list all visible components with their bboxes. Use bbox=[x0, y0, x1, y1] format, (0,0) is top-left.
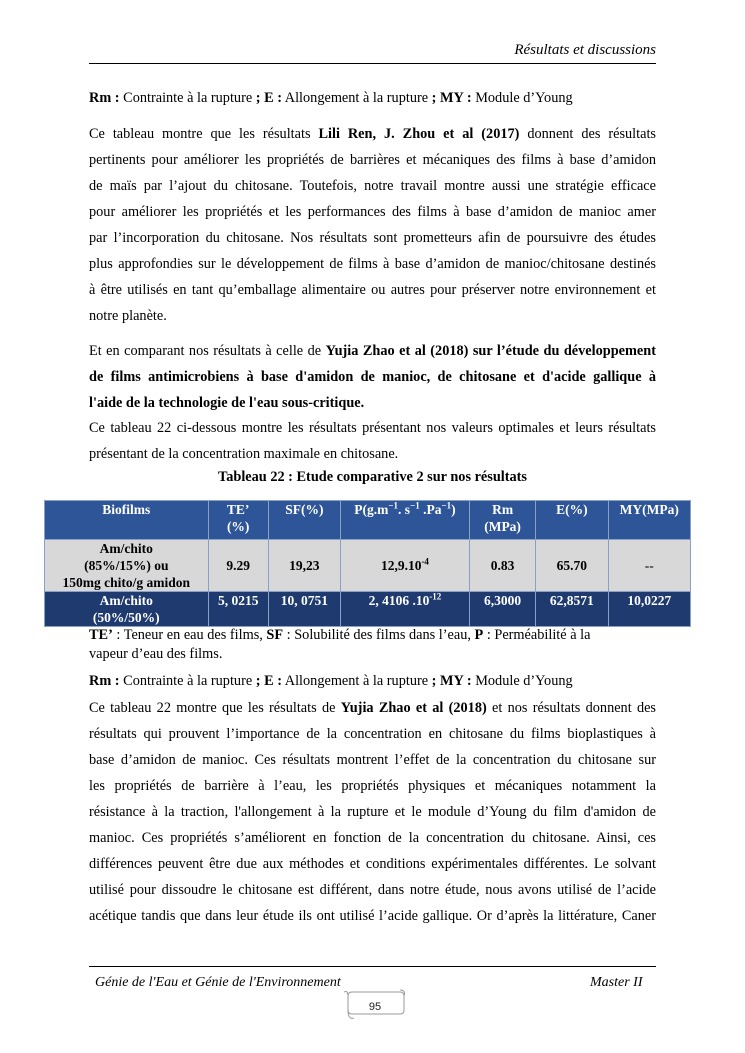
legend-my-text: Module d’Young bbox=[471, 673, 573, 689]
table-caption: Tableau 22 : Etude comparative 2 sur nos résultats bbox=[218, 469, 527, 485]
header-p: $P(g.m^{-1}$. $s^{-1}$ $.Pa^{-1}$) bbox=[340, 501, 469, 540]
cell-e: 65.70 bbox=[536, 540, 608, 592]
legend-top bbox=[89, 88, 656, 108]
legend-sep: ; bbox=[431, 90, 440, 106]
footer-left: Génie de l'Eau et Génie de l'Environnement bbox=[95, 975, 341, 990]
footer-divider bbox=[89, 966, 656, 967]
page-header-title: Résultats et discussions bbox=[514, 42, 656, 58]
text-run: Et en comparant nos résultats à celle de bbox=[89, 343, 326, 359]
paragraph-line: acétique tandis que dans leur étude ils ont utilisé l’acide gallique. Or d’après la littérature, Caner bbox=[89, 908, 656, 924]
paragraph-line bbox=[89, 695, 656, 721]
note-p-label: P bbox=[474, 627, 484, 643]
paragraph-line: résistance à la traction, l'allongement à la rupture et le module d’Young du film d'amidon de bbox=[89, 804, 656, 820]
cell-rm: 0.83 bbox=[469, 540, 535, 592]
text-run: donnent des résultats bbox=[519, 126, 656, 142]
paragraph-line: utilisé pour dissoudre le chitosane est différent, dans notre étude, nous avons utilisé de l’acide bbox=[89, 882, 656, 898]
cell-p: 2, 4106 $.10^{-12}$ bbox=[340, 592, 469, 627]
header-sf: SF(%) bbox=[268, 501, 340, 540]
paragraph-3 bbox=[89, 415, 656, 467]
note-sf-label: SF bbox=[266, 627, 284, 643]
legend-my-text: Module d’Young bbox=[471, 90, 573, 106]
note-p-text-cont: vapeur d’eau des films. bbox=[89, 646, 223, 662]
header-te: TE’ (%) bbox=[208, 501, 268, 540]
table-row bbox=[45, 540, 691, 592]
paragraph-line: Ce tableau 22 ci-dessous montre les résultats présentant nos valeurs optimales et leurs résultats bbox=[89, 420, 656, 436]
legend-e-text: Allongement à la rupture bbox=[281, 673, 432, 689]
paragraph-line bbox=[89, 121, 656, 147]
citation: Lili Ren, J. Zhou et al (2017) bbox=[318, 126, 520, 142]
legend-my-label: MY : bbox=[440, 90, 472, 106]
paragraph-1 bbox=[89, 121, 656, 329]
text-run: et nos résultats donnent des bbox=[486, 700, 656, 716]
note-p-text: : Perméabilité à la bbox=[483, 627, 591, 643]
note-te-text: : Teneur en eau des films, bbox=[112, 627, 267, 643]
header-rm: Rm (MPa) bbox=[469, 501, 535, 540]
paragraph-line: l'aide de la technologie de l'eau sous-critique. bbox=[89, 395, 365, 411]
text-run: Ce tableau montre que les résultats bbox=[89, 126, 319, 142]
table-header-row bbox=[45, 501, 691, 540]
cell-sf: 10, 0751 bbox=[268, 592, 340, 627]
note-sf-text: : Solubilité des films dans l’eau, bbox=[283, 627, 475, 643]
legend-rm-label: Rm : bbox=[89, 673, 120, 689]
cell-biofilm: Am/chito (50%/50%) bbox=[45, 592, 209, 627]
cell-e: 62,8571 bbox=[536, 592, 608, 627]
page-number: 95 bbox=[368, 1001, 382, 1013]
legend-sep: ; bbox=[431, 673, 440, 689]
paragraph-4 bbox=[89, 695, 656, 929]
citation: Yujia Zhao et al (2018) sur l’étude du développement bbox=[325, 343, 656, 359]
paragraph-line bbox=[89, 338, 656, 364]
legend-sep: ; bbox=[255, 90, 265, 106]
header-divider bbox=[89, 63, 656, 64]
text-run: Ce tableau 22 montre que les résultats de bbox=[89, 700, 341, 716]
cell-my: -- bbox=[608, 540, 690, 592]
paragraph-line: les propriétés de barrière à l’eau, les propriétés physiques et mécaniques notamment la bbox=[89, 778, 656, 794]
paragraph-line: résultats qui prouvent l’importance de la concentration en chitosane du films bioplastiques à bbox=[89, 726, 656, 742]
legend-my-label: MY : bbox=[440, 673, 472, 689]
table-note bbox=[89, 626, 656, 664]
header-my: MY(MPa) bbox=[608, 501, 690, 540]
paragraph-line: manioc. Ces propriétés s’améliorent en fonction de la concentration du chitosane. Ainsi, ces bbox=[89, 830, 656, 846]
cell-sf: 19,23 bbox=[268, 540, 340, 592]
paragraph-line: différences peuvent être due aux méthodes et conditions expérimentales différentes. Le solvant bbox=[89, 856, 656, 872]
paragraph-line: base d’amidon de manioc. Ces résultats montrent l’effet de la concentration du chitosane sur bbox=[89, 752, 656, 768]
paragraph-line: présentant de la concentration maximale en chitosane. bbox=[89, 446, 399, 462]
footer-right: Master II bbox=[590, 975, 643, 990]
table-row bbox=[45, 592, 691, 627]
legend-e-label: E : bbox=[264, 673, 282, 689]
paragraph-line: par l’incorporation du chitosane. Nos résultats sont prometteurs afin de poursuivre des études bbox=[89, 230, 656, 246]
legend-bottom bbox=[89, 671, 656, 691]
paragraph-line: de maïs par l’ajout du chitosane. Toutefois, notre travail montre aussi une stratégie efficace bbox=[89, 178, 656, 194]
legend-e-text: Allongement à la rupture bbox=[281, 90, 432, 106]
note-te-label: TE’ bbox=[89, 627, 113, 643]
paragraph-line: pertinents pour améliorer les propriétés de barrières et mécaniques des films à base d’amidon bbox=[89, 152, 656, 168]
legend-sep: ; bbox=[255, 673, 265, 689]
paragraph-line: notre planète. bbox=[89, 308, 167, 324]
cell-te: 9.29 bbox=[208, 540, 268, 592]
legend-rm-text: Contrainte à la rupture bbox=[119, 90, 256, 106]
paragraph-line: plus approfondies sur le développement de films à base d’amidon de manioc/chitosane destinés bbox=[89, 256, 656, 272]
header-biofilms: Biofilms bbox=[45, 501, 209, 540]
paragraph-line: à être utilisés en tant qu’emballage alimentaire ou autres pour préserver notre environnement et bbox=[89, 282, 656, 298]
legend-rm-text: Contrainte à la rupture bbox=[119, 673, 256, 689]
cell-rm: 6,3000 bbox=[469, 592, 535, 627]
paragraph-2 bbox=[89, 338, 656, 416]
comparison-table bbox=[44, 500, 691, 627]
cell-biofilm: Am/chito (85%/15%) ou 150mg chito/g amidon bbox=[45, 540, 209, 592]
legend-e-label: E : bbox=[264, 90, 282, 106]
paragraph-line: de films antimicrobiens à base d'amidon de manioc, de chitosane et d'acide gallique à bbox=[89, 369, 656, 385]
cell-my: 10,0227 bbox=[608, 592, 690, 627]
cell-p: $12,9.10^{-4}$ bbox=[340, 540, 469, 592]
header-e: E(%) bbox=[536, 501, 608, 540]
citation: Yujia Zhao et al (2018) bbox=[340, 700, 487, 716]
legend-rm-label: Rm : bbox=[89, 90, 120, 106]
cell-te: 5, 0215 bbox=[208, 592, 268, 627]
paragraph-line: pour améliorer les propriétés et les performances des films à base d’amidon de manioc amer bbox=[89, 204, 656, 220]
